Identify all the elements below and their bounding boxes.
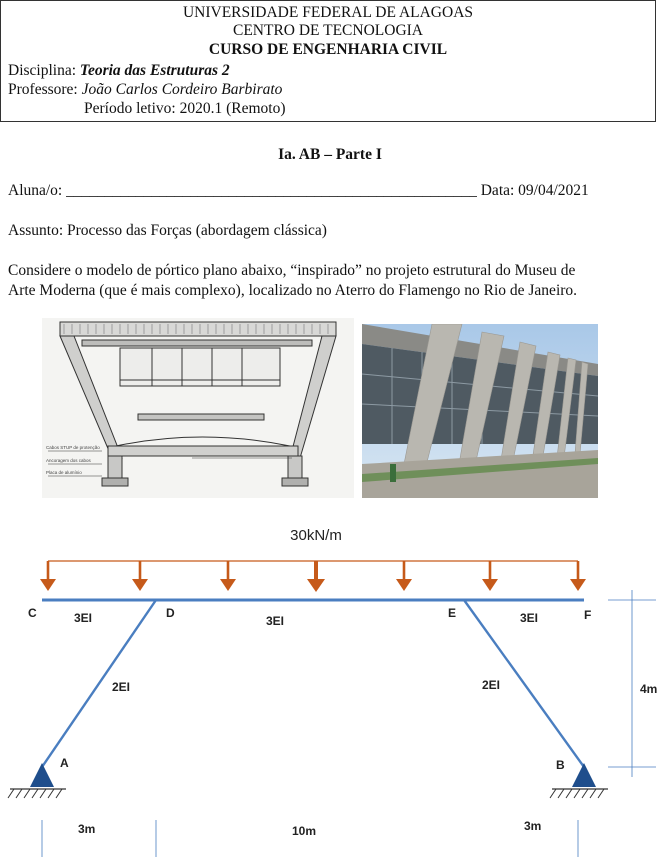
node-e-label: E bbox=[448, 606, 457, 620]
node-c-label: C bbox=[28, 606, 37, 620]
discipline-value: Teoria das Estruturas 2 bbox=[79, 62, 230, 79]
node-d-label: D bbox=[166, 606, 175, 620]
exam-title: Ia. AB – Parte I bbox=[278, 146, 382, 163]
load-arrow bbox=[220, 561, 236, 591]
structural-drawing bbox=[42, 318, 354, 498]
node-b-label: B bbox=[556, 758, 565, 772]
statement-line-1: Considere o modelo de pórtico plano abaixo, “inspirado” no projeto estrutural do Museu de bbox=[8, 262, 576, 279]
subject: Assunto: Processo das Forças (abordagem clássica) bbox=[8, 222, 327, 239]
load-arrow bbox=[482, 561, 498, 591]
drawing-label-3: Placa de alumínio bbox=[46, 470, 82, 475]
dim-right: 3m bbox=[524, 819, 542, 833]
museum-photo-svg bbox=[362, 324, 598, 498]
node-f-label: F bbox=[584, 608, 592, 622]
load-arrow bbox=[396, 561, 412, 591]
university-name: UNIVERSIDADE FEDERAL DE ALAGOAS bbox=[182, 4, 474, 21]
stiffness-de: 3EI bbox=[266, 614, 285, 628]
node-a-label: A bbox=[60, 756, 69, 770]
leg-ad bbox=[42, 600, 156, 767]
load-arrow bbox=[40, 561, 56, 591]
professor-value: João Carlos Cordeiro Barbirato bbox=[81, 81, 283, 98]
load-arrow bbox=[132, 561, 148, 591]
discipline bbox=[8, 62, 230, 80]
load-arrow bbox=[570, 561, 586, 591]
museum-photo bbox=[362, 324, 598, 498]
dim-left: 3m bbox=[78, 822, 96, 836]
discipline-label: Disciplina: bbox=[8, 62, 80, 79]
stiffness-cd: 3EI bbox=[74, 611, 93, 625]
load-label: 30kN/m bbox=[290, 527, 342, 544]
period: Período letivo: 2020.1 (Remoto) bbox=[84, 100, 286, 117]
dim-middle: 10m bbox=[292, 824, 317, 838]
dim-height: 4m bbox=[640, 682, 658, 696]
support-a bbox=[8, 763, 66, 798]
drawing-label-1: Cabos STUP de protenção bbox=[46, 445, 100, 450]
stiffness-ef: 3EI bbox=[520, 611, 539, 625]
professor bbox=[8, 81, 282, 99]
student-line: Aluna/o: _____________________________________________________ Data: 09/04/2021 bbox=[8, 182, 589, 199]
stiffness-be: 2EI bbox=[482, 678, 501, 692]
structural-drawing-svg bbox=[42, 318, 354, 498]
center-name: CENTRO DE TECNOLOGIA bbox=[232, 22, 423, 39]
professor-label: Professore: bbox=[8, 81, 82, 98]
frame-diagram bbox=[0, 515, 660, 867]
stiffness-ad: 2EI bbox=[112, 680, 131, 694]
course-name: CURSO DE ENGENHARIA CIVIL bbox=[208, 41, 448, 58]
drawing-label-2: Ancoragem dos cabos bbox=[46, 458, 91, 463]
statement-line-2: Arte Moderna (que é mais complexo), localizado no Aterro do Flamengo no Rio de Janeiro. bbox=[8, 282, 578, 299]
load-arrow bbox=[307, 561, 325, 592]
